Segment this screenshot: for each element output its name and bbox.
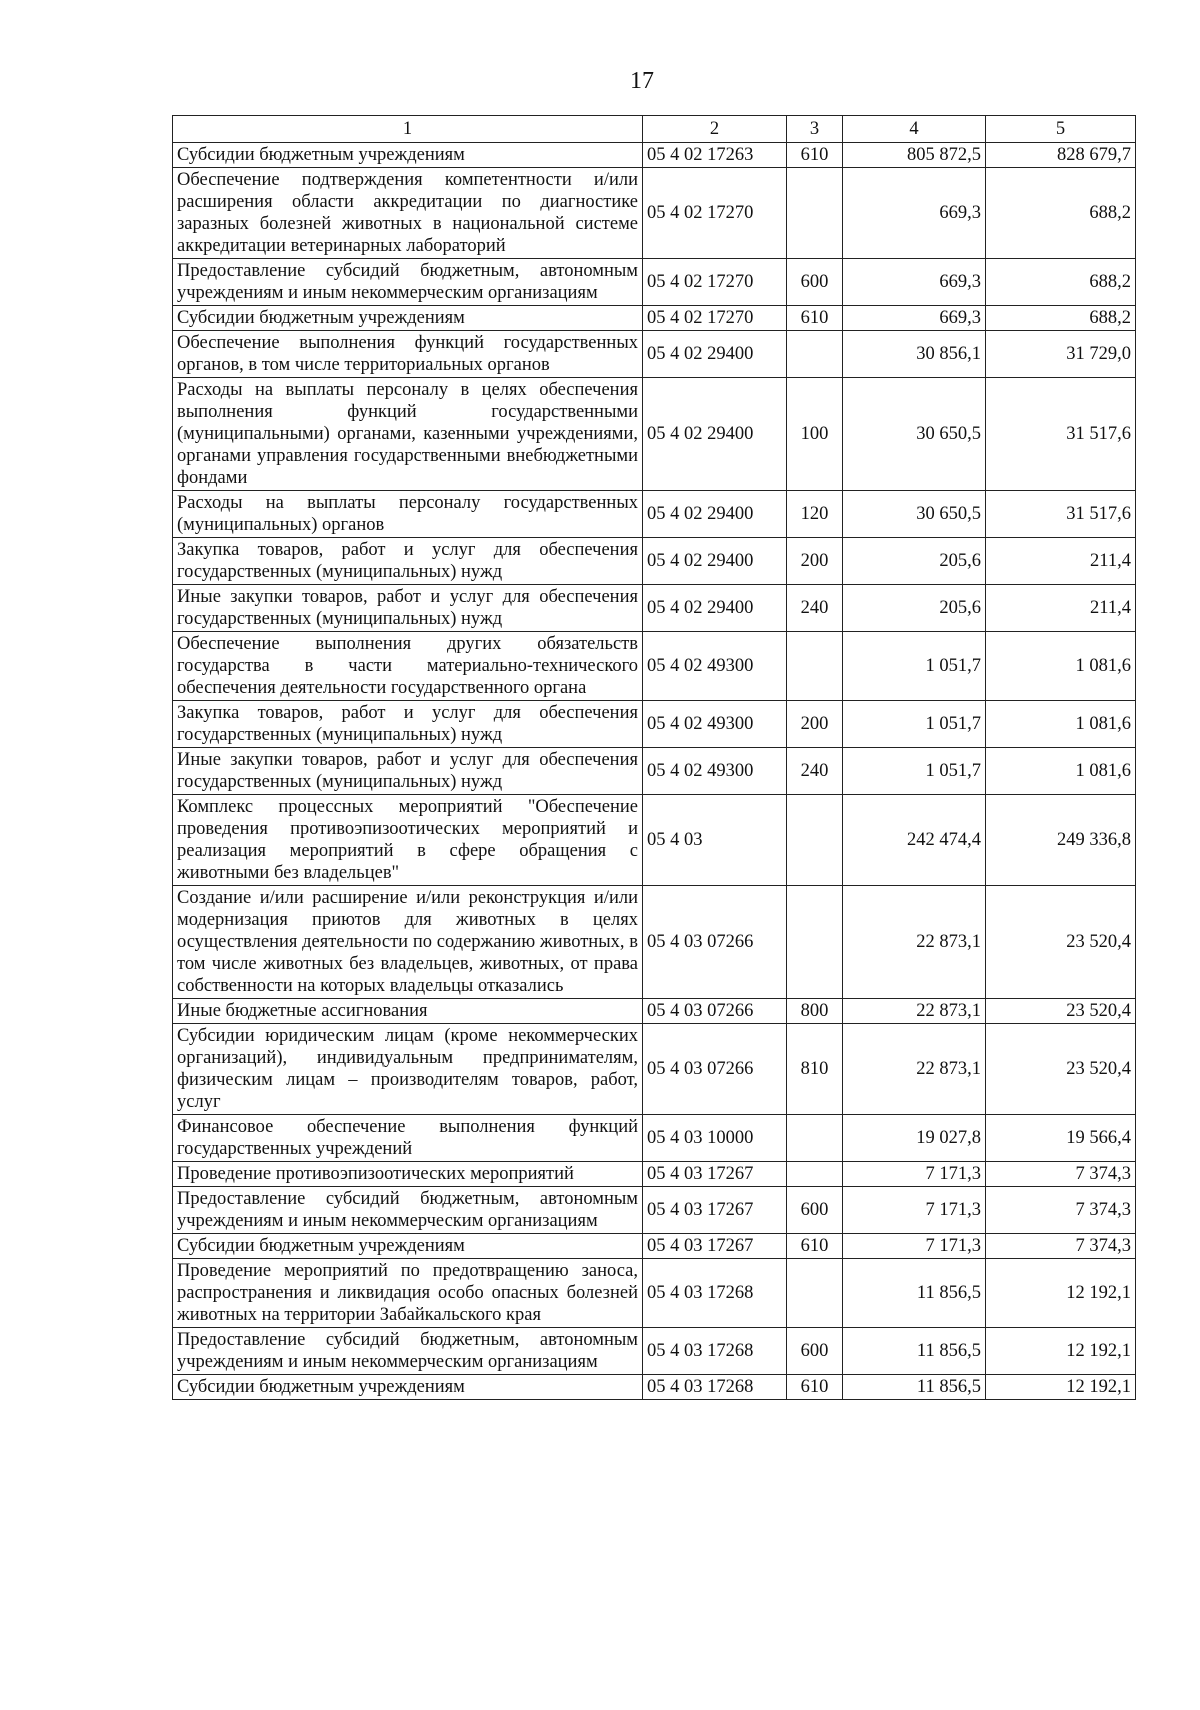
row-type-cell: 200 [787, 701, 843, 748]
row-type-cell: 240 [787, 748, 843, 795]
row-value-col5-cell: 7 374,3 [986, 1162, 1136, 1187]
row-value-col5-cell: 688,2 [986, 168, 1136, 259]
row-type-cell [787, 795, 843, 886]
row-value-col5-cell: 7 374,3 [986, 1234, 1136, 1259]
table-row [173, 701, 1136, 748]
row-value-col4-cell: 669,3 [843, 168, 986, 259]
table-row [173, 1115, 1136, 1162]
header-cell: 1 [173, 116, 643, 143]
row-code-cell: 05 4 03 17268 [643, 1375, 787, 1400]
row-value-col5-cell: 23 520,4 [986, 999, 1136, 1024]
row-value-col4-cell: 669,3 [843, 259, 986, 306]
row-value-col5-cell: 211,4 [986, 585, 1136, 632]
table-row [173, 1234, 1136, 1259]
row-name-cell: Финансовое обеспечение выполнения функций государственных учреждений [173, 1115, 643, 1162]
row-name-cell: Субсидии бюджетным учреждениям [173, 143, 643, 168]
row-value-col5-cell: 31 517,6 [986, 491, 1136, 538]
row-code-cell: 05 4 02 29400 [643, 378, 787, 491]
row-code-cell: 05 4 02 17270 [643, 259, 787, 306]
budget-table [172, 115, 1136, 1400]
row-code-cell: 05 4 02 49300 [643, 632, 787, 701]
row-value-col4-cell: 1 051,7 [843, 701, 986, 748]
table-row [173, 1375, 1136, 1400]
row-value-col4-cell: 11 856,5 [843, 1328, 986, 1375]
row-code-cell: 05 4 02 49300 [643, 701, 787, 748]
row-type-cell: 610 [787, 1234, 843, 1259]
row-name-cell: Субсидии бюджетным учреждениям [173, 306, 643, 331]
row-code-cell: 05 4 03 10000 [643, 1115, 787, 1162]
row-value-col4-cell: 22 873,1 [843, 886, 986, 999]
row-name-cell: Иные бюджетные ассигнования [173, 999, 643, 1024]
row-value-col4-cell: 205,6 [843, 538, 986, 585]
row-value-col4-cell: 7 171,3 [843, 1187, 986, 1234]
row-type-cell: 200 [787, 538, 843, 585]
header-cell: 3 [787, 116, 843, 143]
row-name-cell: Проведение противоэпизоотических мероприятий [173, 1162, 643, 1187]
row-value-col5-cell: 23 520,4 [986, 1024, 1136, 1115]
table-header-row [173, 116, 1136, 143]
row-type-cell: 240 [787, 585, 843, 632]
page-number: 17 [630, 68, 654, 94]
row-name-cell: Субсидии бюджетным учреждениям [173, 1234, 643, 1259]
row-code-cell: 05 4 02 29400 [643, 331, 787, 378]
table-row [173, 331, 1136, 378]
row-value-col4-cell: 11 856,5 [843, 1375, 986, 1400]
row-name-cell: Создание и/или расширение и/или реконструкция и/или модернизация приютов для животных в целях осуществления деятельности по содержанию животных, в том числе животных без владельцев, животных, от права собственности на которых владельцы отказались [173, 886, 643, 999]
row-value-col5-cell: 688,2 [986, 259, 1136, 306]
row-type-cell [787, 1162, 843, 1187]
row-value-col5-cell: 1 081,6 [986, 748, 1136, 795]
row-value-col5-cell: 1 081,6 [986, 701, 1136, 748]
row-value-col5-cell: 1 081,6 [986, 632, 1136, 701]
row-value-col4-cell: 7 171,3 [843, 1162, 986, 1187]
row-code-cell: 05 4 02 29400 [643, 491, 787, 538]
row-name-cell: Обеспечение выполнения функций государственных органов, в том числе территориальных органов [173, 331, 643, 378]
row-type-cell [787, 886, 843, 999]
row-code-cell: 05 4 03 17267 [643, 1234, 787, 1259]
row-value-col5-cell: 12 192,1 [986, 1259, 1136, 1328]
row-type-cell [787, 1259, 843, 1328]
row-code-cell: 05 4 02 17270 [643, 168, 787, 259]
header-cell: 4 [843, 116, 986, 143]
row-type-cell: 120 [787, 491, 843, 538]
table-row [173, 306, 1136, 331]
table-row [173, 143, 1136, 168]
row-value-col4-cell: 19 027,8 [843, 1115, 986, 1162]
row-name-cell: Расходы на выплаты персоналу государственных (муниципальных) органов [173, 491, 643, 538]
row-code-cell: 05 4 03 07266 [643, 1024, 787, 1115]
row-value-col4-cell: 1 051,7 [843, 748, 986, 795]
row-name-cell: Предоставление субсидий бюджетным, автономным учреждениям и иным некоммерческим организациям [173, 259, 643, 306]
table-row [173, 886, 1136, 999]
row-name-cell: Комплекс процессных мероприятий "Обеспечение проведения противоэпизоотических мероприятий и реализация мероприятий в сфере обращения с животными без владельцев" [173, 795, 643, 886]
row-code-cell: 05 4 02 29400 [643, 538, 787, 585]
row-type-cell [787, 632, 843, 701]
row-code-cell: 05 4 03 17268 [643, 1259, 787, 1328]
table-row [173, 491, 1136, 538]
row-value-col5-cell: 12 192,1 [986, 1328, 1136, 1375]
row-type-cell [787, 168, 843, 259]
row-value-col4-cell: 30 856,1 [843, 331, 986, 378]
row-type-cell: 600 [787, 1187, 843, 1234]
row-value-col5-cell: 31 517,6 [986, 378, 1136, 491]
row-value-col4-cell: 22 873,1 [843, 999, 986, 1024]
row-name-cell: Предоставление субсидий бюджетным, автономным учреждениям и иным некоммерческим организациям [173, 1187, 643, 1234]
row-code-cell: 05 4 02 49300 [643, 748, 787, 795]
row-value-col5-cell: 688,2 [986, 306, 1136, 331]
table-row [173, 538, 1136, 585]
header-cell: 5 [986, 116, 1136, 143]
table-row [173, 378, 1136, 491]
row-value-col5-cell: 31 729,0 [986, 331, 1136, 378]
row-value-col4-cell: 30 650,5 [843, 491, 986, 538]
row-value-col5-cell: 7 374,3 [986, 1187, 1136, 1234]
table-row [173, 168, 1136, 259]
row-code-cell: 05 4 03 17267 [643, 1187, 787, 1234]
table-row [173, 1162, 1136, 1187]
row-name-cell: Субсидии юридическим лицам (кроме некоммерческих организаций), индивидуальным предпринимателям, физическим лицам – производителям товаров, работ, услуг [173, 1024, 643, 1115]
table-row [173, 1187, 1136, 1234]
row-value-col4-cell: 11 856,5 [843, 1259, 986, 1328]
row-code-cell: 05 4 03 17268 [643, 1328, 787, 1375]
row-type-cell: 810 [787, 1024, 843, 1115]
row-name-cell: Обеспечение подтверждения компетентности и/или расширения области аккредитации по диагностике заразных болезней животных в национальной системе аккредитации ветеринарных лабораторий [173, 168, 643, 259]
table-row [173, 1024, 1136, 1115]
row-value-col5-cell: 211,4 [986, 538, 1136, 585]
row-type-cell: 100 [787, 378, 843, 491]
row-type-cell [787, 331, 843, 378]
row-type-cell: 800 [787, 999, 843, 1024]
row-value-col5-cell: 23 520,4 [986, 886, 1136, 999]
table-row [173, 795, 1136, 886]
table-row [173, 999, 1136, 1024]
row-value-col4-cell: 7 171,3 [843, 1234, 986, 1259]
row-code-cell: 05 4 03 17267 [643, 1162, 787, 1187]
table-row [173, 259, 1136, 306]
row-type-cell: 600 [787, 259, 843, 306]
row-code-cell: 05 4 02 17263 [643, 143, 787, 168]
table-row [173, 1328, 1136, 1375]
row-name-cell: Предоставление субсидий бюджетным, автономным учреждениям и иным некоммерческим организациям [173, 1328, 643, 1375]
row-name-cell: Субсидии бюджетным учреждениям [173, 1375, 643, 1400]
row-code-cell: 05 4 03 [643, 795, 787, 886]
table-row [173, 1259, 1136, 1328]
table-row [173, 632, 1136, 701]
row-value-col4-cell: 30 650,5 [843, 378, 986, 491]
table-row [173, 585, 1136, 632]
row-code-cell: 05 4 02 17270 [643, 306, 787, 331]
row-name-cell: Проведение мероприятий по предотвращению заноса, распространения и ликвидация особо опасных болезней животных на территории Забайкальского края [173, 1259, 643, 1328]
header-cell: 2 [643, 116, 787, 143]
row-value-col4-cell: 1 051,7 [843, 632, 986, 701]
row-value-col4-cell: 22 873,1 [843, 1024, 986, 1115]
row-code-cell: 05 4 03 07266 [643, 886, 787, 999]
row-name-cell: Обеспечение выполнения других обязательств государства в части материально-технического обеспечения деятельности государственного органа [173, 632, 643, 701]
row-type-cell: 610 [787, 306, 843, 331]
row-value-col4-cell: 669,3 [843, 306, 986, 331]
row-name-cell: Иные закупки товаров, работ и услуг для обеспечения государственных (муниципальных) нужд [173, 585, 643, 632]
row-type-cell: 610 [787, 143, 843, 168]
row-name-cell: Закупка товаров, работ и услуг для обеспечения государственных (муниципальных) нужд [173, 701, 643, 748]
row-code-cell: 05 4 03 07266 [643, 999, 787, 1024]
row-type-cell [787, 1115, 843, 1162]
row-value-col5-cell: 249 336,8 [986, 795, 1136, 886]
row-type-cell: 600 [787, 1328, 843, 1375]
row-name-cell: Иные закупки товаров, работ и услуг для обеспечения государственных (муниципальных) нужд [173, 748, 643, 795]
table-row [173, 748, 1136, 795]
row-code-cell: 05 4 02 29400 [643, 585, 787, 632]
row-name-cell: Закупка товаров, работ и услуг для обеспечения государственных (муниципальных) нужд [173, 538, 643, 585]
row-value-col5-cell: 828 679,7 [986, 143, 1136, 168]
row-name-cell: Расходы на выплаты персоналу в целях обеспечения выполнения функций государственными (муниципальными) органами, казенными учреждениями, органами управления государственными внебюджетными фондами [173, 378, 643, 491]
row-value-col4-cell: 205,6 [843, 585, 986, 632]
row-value-col4-cell: 805 872,5 [843, 143, 986, 168]
row-value-col5-cell: 19 566,4 [986, 1115, 1136, 1162]
row-value-col4-cell: 242 474,4 [843, 795, 986, 886]
row-value-col5-cell: 12 192,1 [986, 1375, 1136, 1400]
row-type-cell: 610 [787, 1375, 843, 1400]
